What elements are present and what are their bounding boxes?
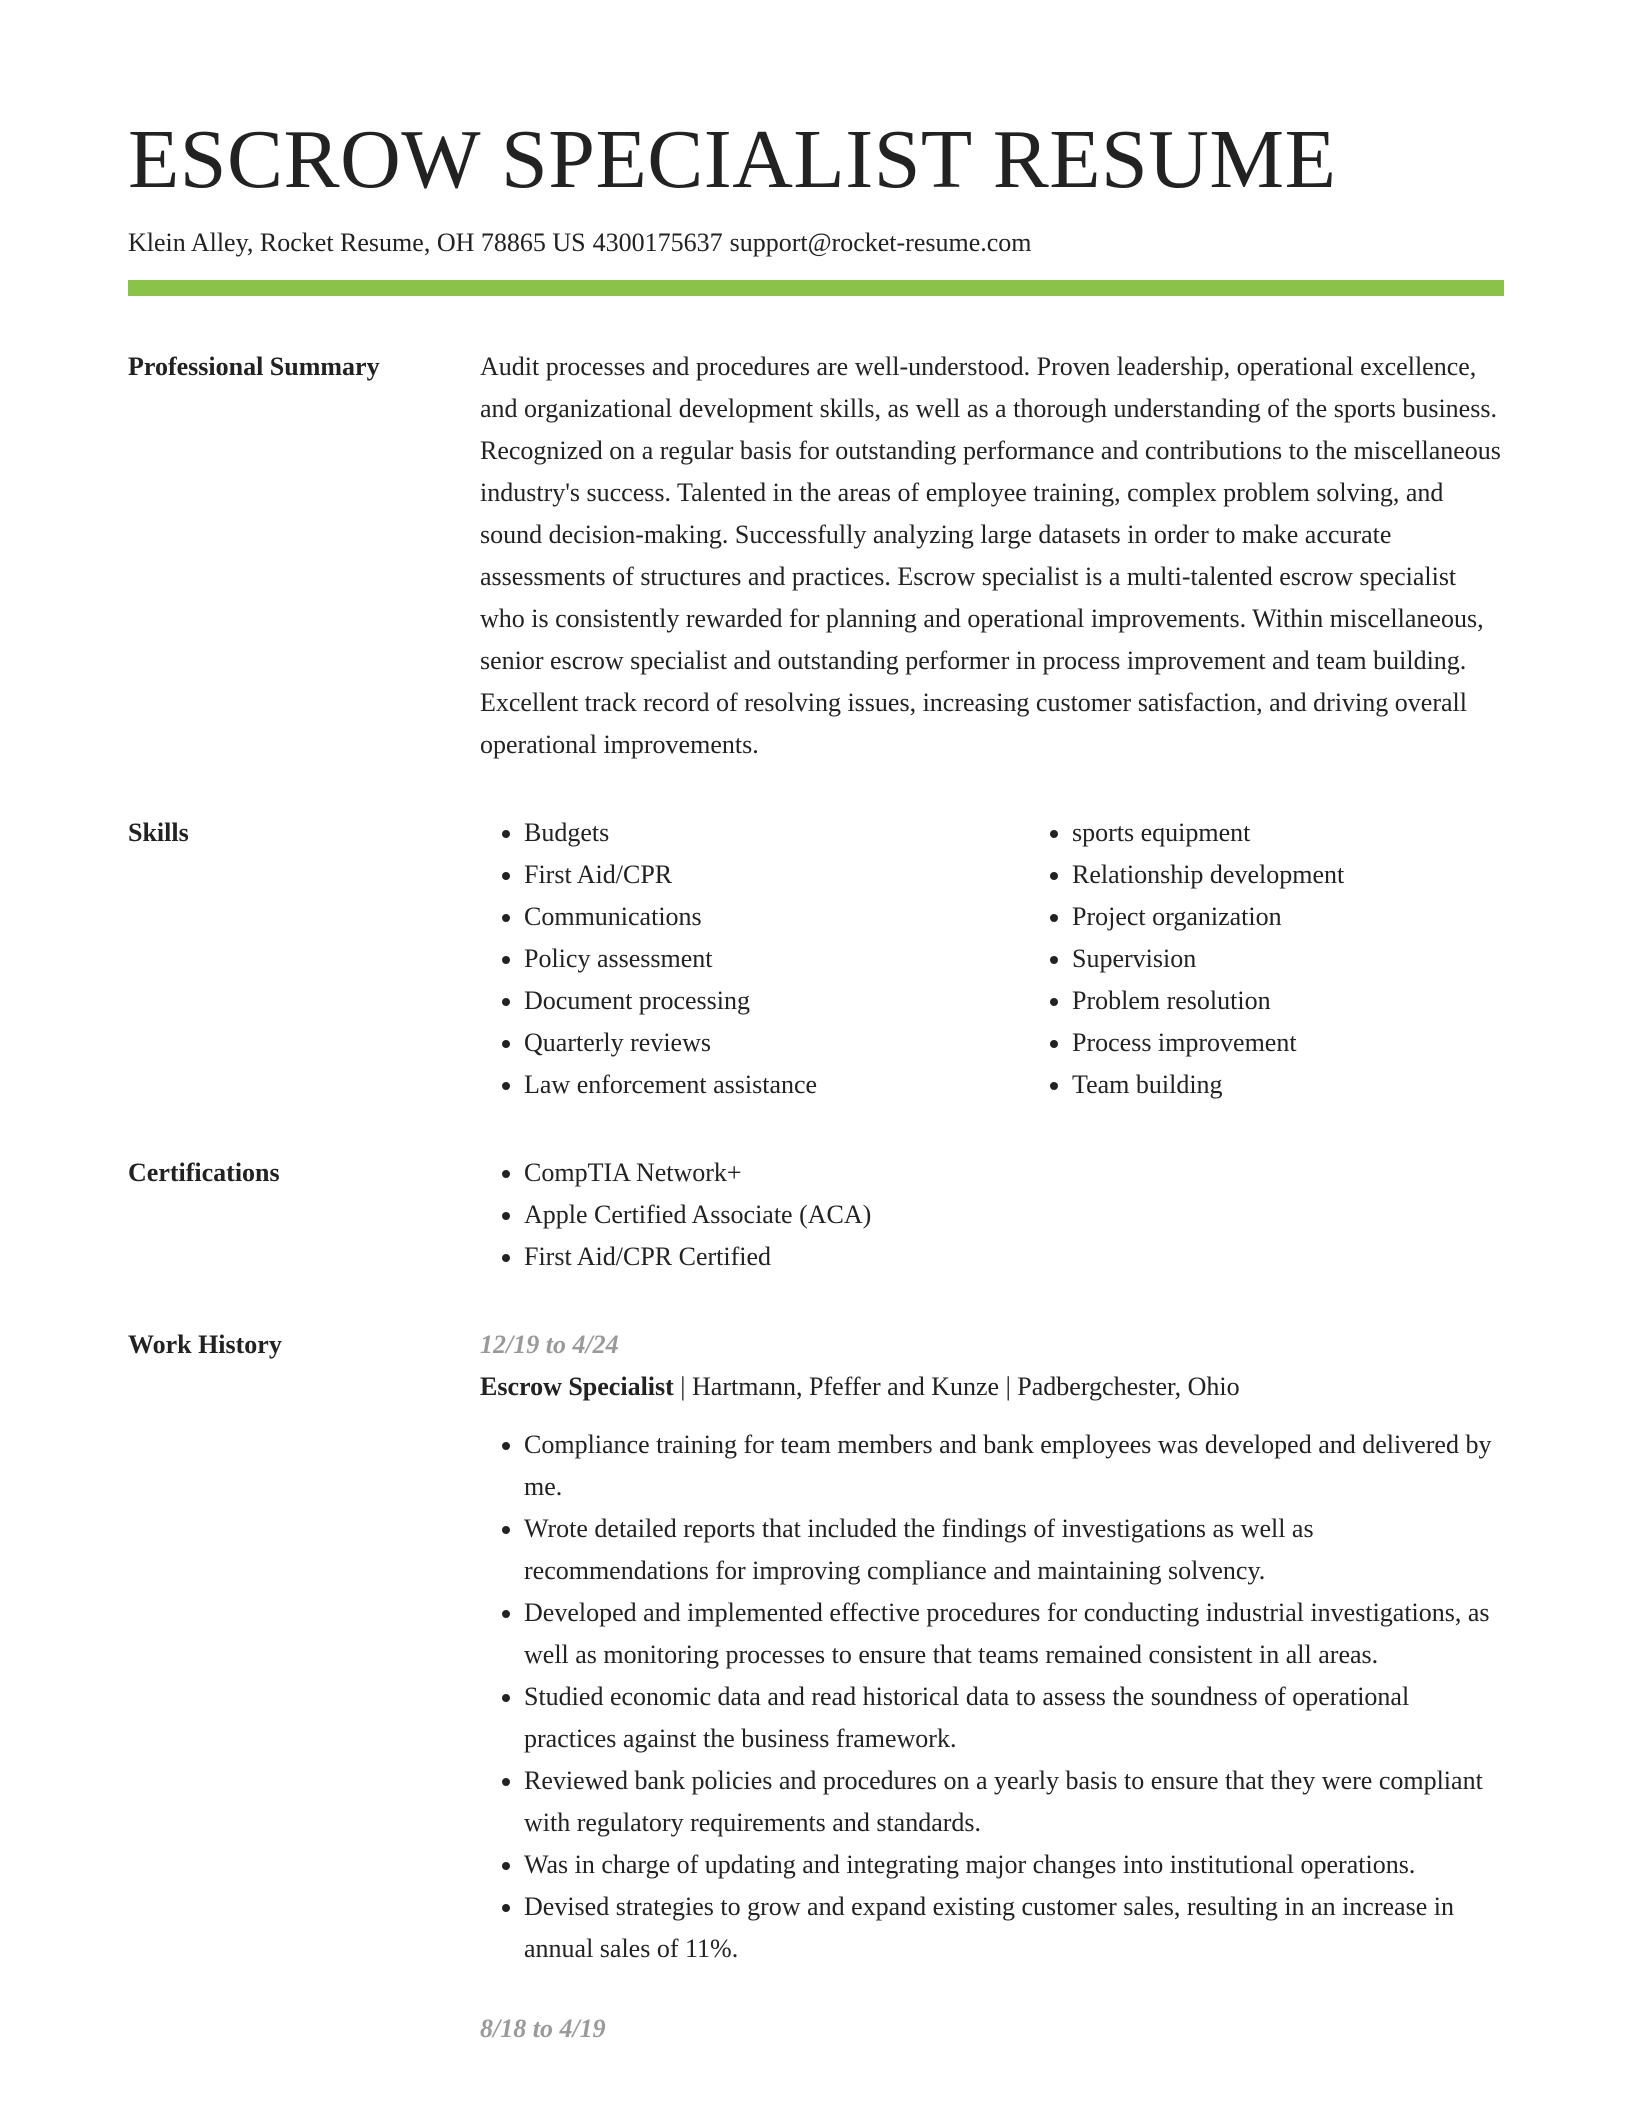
contact-phone: 4300175637 <box>592 228 723 257</box>
job-dates: 8/18 to 4/19 <box>480 2013 606 2043</box>
certifications-list <box>480 1152 1504 1278</box>
contact-address: Klein Alley, Rocket Resume, OH 78865 US <box>128 228 586 257</box>
summary-text: Audit processes and procedures are well-understood. Proven leadership, operational excellence, and organizational development skills, as well as a thorough understanding of the sports business. Recognized on a regular basis for outstanding performance and contributions to the miscellaneous industry's success. Talented in the areas of employee training, complex problem solving, and sound decision-making. Successfully analyzing large datasets in order to make accurate assessments of structures and practices. Escrow specialist is a multi-talented escrow specialist who is consistently rewarded for planning and operational improvements. Within miscellaneous, senior escrow specialist and outstanding performer in process improvement and team building. Excellent track record of resolving issues, increasing customer satisfaction, and driving overall operational improvements. <box>480 351 1501 759</box>
job-separator: | <box>1005 1371 1011 1401</box>
list-item: • Communications <box>524 896 1028 938</box>
skills-list-left <box>480 812 1028 1106</box>
list-item: • Quarterly reviews <box>524 1022 1028 1064</box>
list-item: • Policy assessment <box>524 938 1028 980</box>
list-item: • Supervision <box>1072 938 1576 980</box>
list-item: • Budgets <box>524 812 1028 854</box>
job-dates: 12/19 to 4/24 <box>480 1329 619 1359</box>
list-item: • First Aid/CPR <box>524 854 1028 896</box>
header-divider <box>128 280 1504 296</box>
job-title: Escrow Specialist <box>480 1371 674 1401</box>
skills-list-right <box>1028 812 1576 1106</box>
list-item: • Apple Certified Associate (ACA) <box>524 1194 1504 1236</box>
list-item: • Reviewed bank policies and procedures on a yearly basis to ensure that they were compliant with regulatory requirements and standards. <box>524 1760 1504 1844</box>
list-item: • CompTIA Network+ <box>524 1152 1504 1194</box>
section-label: Professional Summary <box>128 351 380 381</box>
skills-section <box>128 812 1504 1106</box>
list-item: • Devised strategies to grow and expand existing customer sales, resulting in an increase in annual sales of 11%. <box>524 1886 1504 1970</box>
list-item: • Wrote detailed reports that included the findings of investigations as well as recommendations for improving compliance and maintaining solvency. <box>524 1508 1504 1592</box>
work-history-section <box>128 1324 1504 2050</box>
list-item: • Project organization <box>1072 896 1576 938</box>
list-item: • Developed and implemented effective procedures for conducting industrial investigations, as well as monitoring processes to ensure that teams remained consistent in all areas. <box>524 1592 1504 1676</box>
list-item: • Law enforcement assistance <box>524 1064 1028 1106</box>
list-item: • Studied economic data and read historical data to assess the soundness of operational practices against the business framework. <box>524 1676 1504 1760</box>
list-item: • Problem resolution <box>1072 980 1576 1022</box>
list-item: • Document processing <box>524 980 1028 1022</box>
job-location: Padbergchester, Ohio <box>1017 1371 1240 1401</box>
job-heading <box>480 1366 1504 1408</box>
contact-email: support@rocket-resume.com <box>729 228 1032 257</box>
summary-section <box>128 346 1504 766</box>
job-company: Hartmann, Pfeffer and Kunze <box>692 1371 1000 1401</box>
section-label: Work History <box>128 1329 282 1359</box>
job-bullets <box>480 1424 1504 1970</box>
list-item: • sports equipment <box>1072 812 1576 854</box>
section-label: Skills <box>128 817 189 847</box>
list-item: • Process improvement <box>1072 1022 1576 1064</box>
list-item: • Was in charge of updating and integrating major changes into institutional operations. <box>524 1844 1504 1886</box>
list-item: • Compliance training for team members and bank employees was developed and delivered by me. <box>524 1424 1504 1508</box>
certifications-section <box>128 1152 1504 1278</box>
contact-line <box>128 226 1504 260</box>
job-separator: | <box>680 1371 686 1401</box>
resume-title: ESCROW SPECIALIST RESUME <box>128 113 1337 206</box>
list-item: • First Aid/CPR Certified <box>524 1236 1504 1278</box>
section-label: Certifications <box>128 1157 280 1187</box>
list-item: • Team building <box>1072 1064 1576 1106</box>
list-item: • Relationship development <box>1072 854 1576 896</box>
